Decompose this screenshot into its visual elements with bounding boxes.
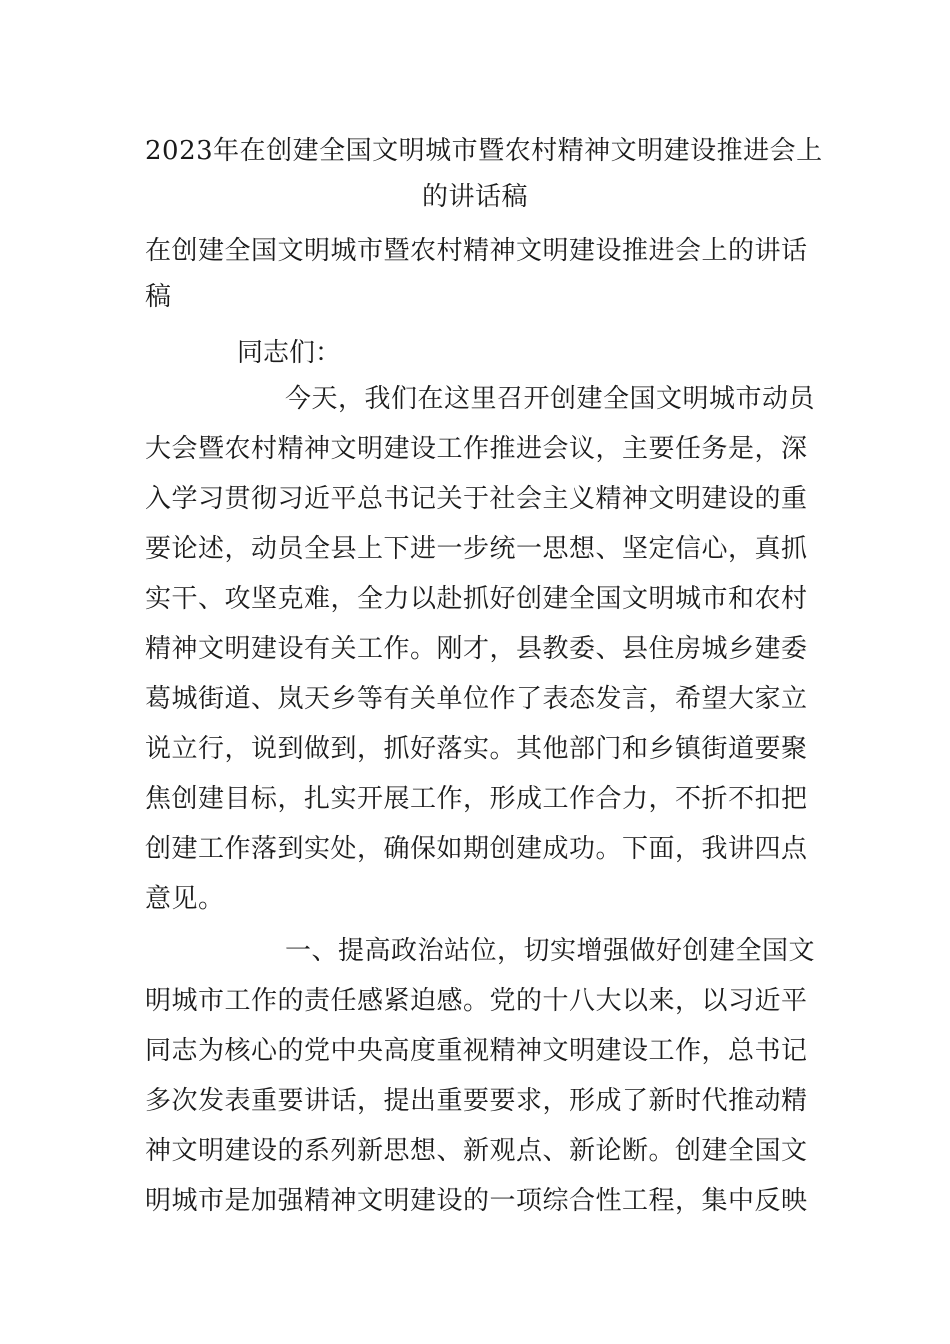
paragraph-line: 创建工作落到实处，确保如期创建成功。下面，我讲四点	[145, 834, 808, 864]
paragraph-line: 同志为核心的党中央高度重视精神文明建设工作，总书记	[145, 1036, 808, 1066]
document-subtitle	[145, 228, 810, 320]
subtitle-line-2: 稿	[145, 282, 172, 312]
title-line-1: 2023年在创建全国文明城市暨农村精神文明建设推进会上	[145, 136, 823, 166]
title-line-2: 的讲话稿	[421, 182, 528, 212]
paragraph-line: 意见。	[145, 884, 225, 914]
paragraph-line: 一、提高政治站位，切实增强做好创建全国文	[285, 936, 816, 966]
paragraph-line: 说立行，说到做到，抓好落实。其他部门和乡镇街道要聚	[145, 734, 808, 764]
subtitle-line-1: 在创建全国文明城市暨农村精神文明建设推进会上的讲话	[145, 236, 808, 266]
document-title	[145, 128, 823, 220]
paragraph-line: 今天，我们在这里召开创建全国文明城市动员	[285, 384, 816, 414]
paragraph-line: 多次发表重要讲话，提出重要要求，形成了新时代推动精	[145, 1086, 808, 1116]
salutation: 同志们：	[237, 338, 342, 368]
paragraph-line: 明城市是加强精神文明建设的一项综合性工程，集中反映	[145, 1186, 808, 1216]
paragraph-opening	[145, 374, 816, 924]
paragraph-line: 明城市工作的责任感紧迫感。党的十八大以来，以习近平	[145, 986, 808, 1016]
paragraph-line: 葛城街道、岚天乡等有关单位作了表态发言，希望大家立	[145, 684, 808, 714]
paragraph-line: 神文明建设的系列新思想、新观点、新论断。创建全国文	[145, 1136, 808, 1166]
paragraph-line: 精神文明建设有关工作。刚才，县教委、县住房城乡建委	[145, 634, 808, 664]
paragraph-line: 要论述，动员全县上下进一步统一思想、坚定信心，真抓	[145, 534, 808, 564]
paragraph-section-one	[145, 926, 816, 1226]
paragraph-line: 大会暨农村精神文明建设工作推进会议，主要任务是，深	[145, 434, 808, 464]
paragraph-line: 实干、攻坚克难，全力以赴抓好创建全国文明城市和农村	[145, 584, 808, 614]
paragraph-line: 入学习贯彻习近平总书记关于社会主义精神文明建设的重	[145, 484, 808, 514]
paragraph-line: 焦创建目标，扎实开展工作，形成工作合力，不折不扣把	[145, 784, 808, 814]
